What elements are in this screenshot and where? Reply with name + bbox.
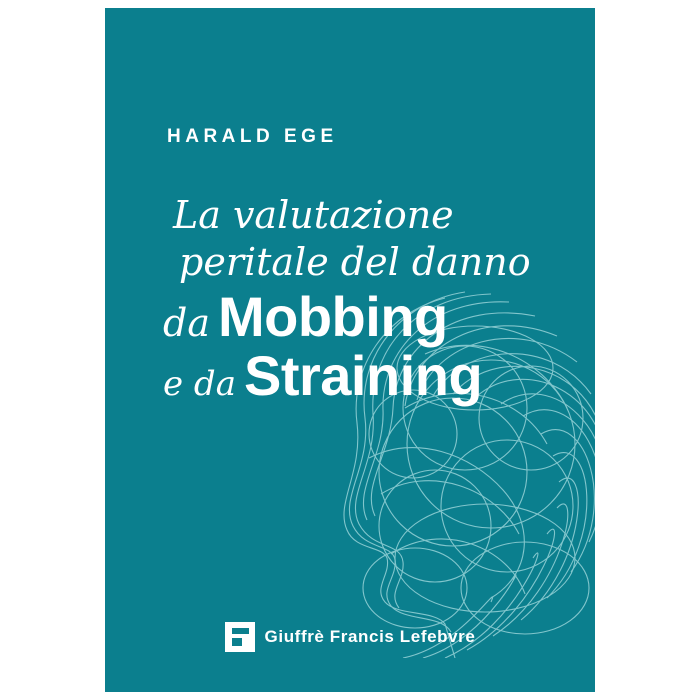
- publisher-lockup: [105, 622, 595, 652]
- publisher-name: Giuffrè Francis Lefebvre: [264, 627, 476, 646]
- title-keyword-mobbing: Mobbing: [217, 284, 448, 348]
- title-line-4: [163, 343, 583, 407]
- author-name: HARALD EGE: [167, 126, 338, 147]
- title-keyword-straining: Straining: [243, 343, 483, 407]
- title-line-3-prefix: da: [163, 300, 210, 345]
- title-line-1: La valutazione: [173, 193, 454, 237]
- book-title: [163, 193, 583, 407]
- title-line-3: [163, 284, 583, 348]
- title-line-4-prefix: e da: [163, 363, 236, 404]
- title-line-2: peritale del danno: [179, 239, 531, 284]
- book-cover-panel: [105, 8, 595, 692]
- giuffre-square-logo-icon: [225, 622, 255, 652]
